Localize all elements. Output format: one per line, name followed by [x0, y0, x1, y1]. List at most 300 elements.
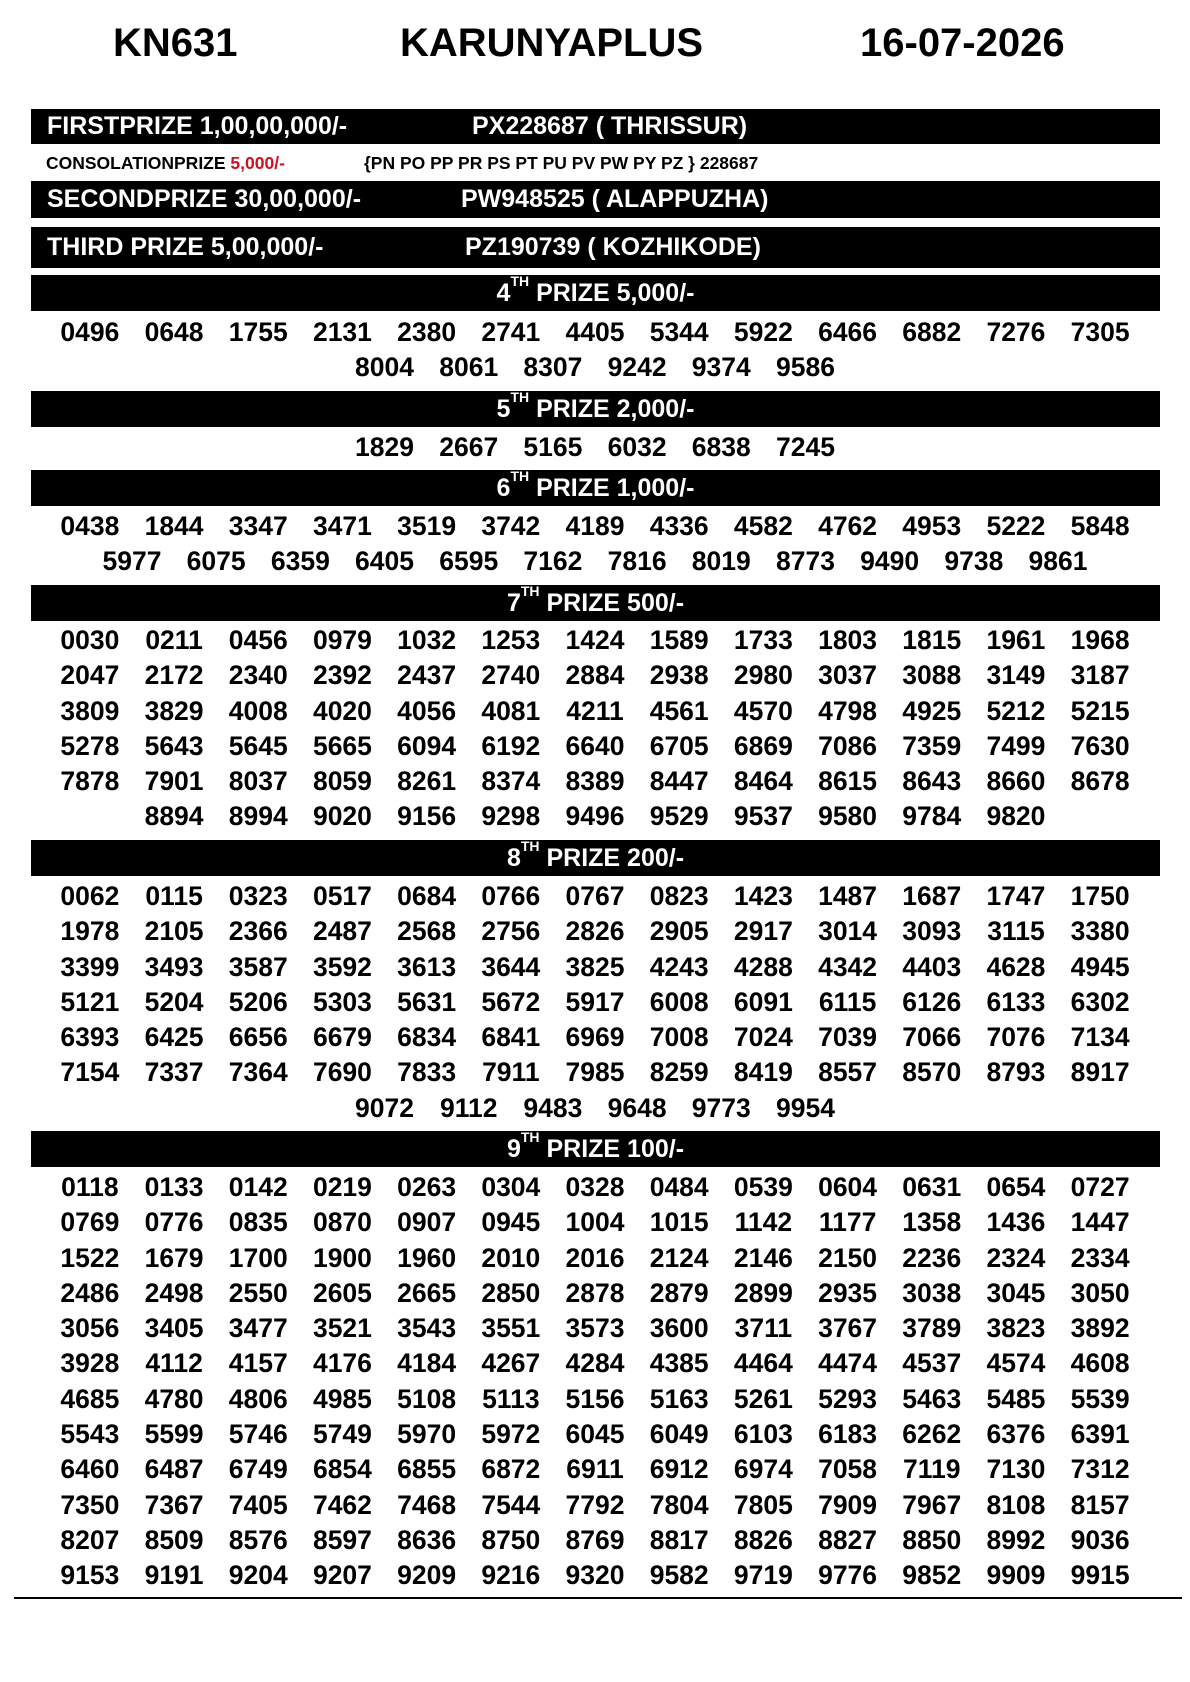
ticket-number: 1844: [144, 511, 204, 541]
number-row: [0, 1523, 1190, 1558]
ticket-number: 1815: [902, 625, 962, 655]
ticket-number: 9820: [986, 801, 1046, 832]
ticket-number: 5108: [397, 1383, 457, 1414]
ticket-number: 4628: [986, 951, 1046, 982]
ticket-number: 8850: [902, 1524, 962, 1555]
ticket-number: 4570: [733, 695, 793, 726]
ticket-number: 1424: [565, 625, 625, 655]
number-row: [0, 879, 1190, 914]
number-row: [0, 914, 1190, 949]
ticket-number: 1487: [818, 881, 878, 911]
ticket-number: 9586: [775, 352, 835, 383]
draw-code: KN631: [113, 21, 238, 65]
ticket-number: 2980: [733, 660, 793, 691]
ticket-number: 8992: [986, 1524, 1046, 1555]
ticket-number: 6405: [355, 546, 414, 577]
ticket-number: 3551: [481, 1313, 541, 1344]
ticket-number: 6359: [270, 546, 330, 577]
ticket-number: 7134: [1070, 1022, 1130, 1053]
ticket-number: 2437: [397, 660, 457, 691]
ticket-number: 9036: [1070, 1524, 1130, 1555]
ticket-number: 6838: [691, 432, 751, 462]
ticket-number: 6974: [733, 1454, 793, 1485]
ticket-number: 2324: [986, 1242, 1046, 1273]
ticket-number: 4925: [902, 695, 962, 726]
ticket-number: 4112: [145, 1348, 203, 1379]
ticket-number: 7245: [775, 432, 835, 462]
ticket-number: 8793: [986, 1057, 1046, 1088]
fourth-prize-numbers: [0, 315, 1190, 386]
ticket-number: 8108: [986, 1489, 1046, 1520]
ticket-number: 5344: [649, 317, 709, 347]
ticket-number: 0604: [818, 1172, 878, 1202]
sixth-prize-suffix: TH: [510, 468, 530, 484]
fifth-prize-numbers: [0, 430, 1190, 465]
ticket-number: 1032: [397, 625, 457, 655]
ticket-number: 6091: [733, 986, 793, 1017]
ticket-number: 2172: [144, 660, 204, 691]
ticket-number: 4189: [565, 511, 625, 541]
ticket-number: 0769: [60, 1207, 120, 1238]
ticket-number: 8374: [481, 766, 541, 797]
ticket-number: 4464: [733, 1348, 793, 1379]
ticket-number: 0211: [145, 625, 203, 655]
ticket-number: 6487: [144, 1454, 204, 1485]
ticket-number: 9719: [733, 1560, 793, 1591]
ticket-number: 5293: [818, 1383, 878, 1414]
ticket-number: 5215: [1070, 695, 1130, 726]
ticket-number: 5643: [144, 730, 204, 761]
number-row: [0, 1020, 1190, 1055]
ticket-number: 2486: [60, 1277, 120, 1308]
ticket-number: 8773: [775, 546, 835, 577]
ticket-number: 2334: [1070, 1242, 1130, 1273]
ticket-number: 9483: [523, 1092, 583, 1123]
ticket-number: 7405: [228, 1489, 288, 1520]
ticket-number: 3573: [565, 1313, 625, 1344]
ticket-number: 6391: [1070, 1419, 1130, 1450]
ticket-number: 6705: [649, 730, 709, 761]
ticket-number: 0304: [481, 1172, 541, 1202]
ticket-number: 3380: [1070, 916, 1130, 947]
ticket-number: 3399: [60, 951, 120, 982]
ticket-number: 6869: [733, 730, 793, 761]
ticket-number: 1589: [649, 625, 709, 655]
ticket-number: 5631: [397, 986, 457, 1017]
ticket-number: 6854: [312, 1454, 372, 1485]
ticket-number: 0263: [397, 1172, 457, 1202]
ticket-number: 4211: [566, 695, 624, 726]
ticket-number: 8259: [649, 1057, 709, 1088]
ticket-number: 5848: [1070, 511, 1130, 541]
ticket-number: 0727: [1070, 1172, 1130, 1202]
ticket-number: 8509: [144, 1524, 204, 1555]
ticket-number: 9529: [649, 801, 709, 832]
ticket-number: 9374: [691, 352, 751, 383]
ticket-number: 7119: [903, 1454, 961, 1485]
ticket-number: 7276: [986, 317, 1046, 347]
ticket-number: 8917: [1070, 1057, 1130, 1088]
third-prize-label: THIRD PRIZE 5,00,000/-: [47, 233, 324, 261]
ticket-number: 4020: [312, 695, 372, 726]
consolation-prize-line: [46, 152, 759, 174]
ticket-number: 1755: [228, 317, 288, 347]
ticket-number: 2380: [397, 317, 457, 347]
ticket-number: 8261: [397, 766, 457, 797]
ticket-number: 3644: [481, 951, 541, 982]
ticket-number: 8464: [733, 766, 793, 797]
ticket-number: 3149: [986, 660, 1046, 691]
ticket-number: 6103: [733, 1419, 793, 1450]
ticket-number: 5204: [144, 986, 204, 1017]
ticket-number: 9490: [860, 546, 920, 577]
ticket-number: 3056: [60, 1313, 120, 1344]
ticket-number: 4582: [733, 511, 793, 541]
ticket-number: 4385: [649, 1348, 709, 1379]
ticket-number: 6834: [397, 1022, 457, 1053]
ninth-prize-ordinal: 9: [506, 1135, 521, 1163]
ticket-number: 4806: [228, 1383, 288, 1414]
ticket-number: 5485: [986, 1383, 1046, 1414]
ticket-number: 9852: [902, 1560, 962, 1591]
ticket-number: 7066: [902, 1022, 962, 1053]
ticket-number: 7690: [312, 1057, 372, 1088]
ticket-number: 7544: [481, 1489, 541, 1520]
fifth-prize-ordinal: 5: [496, 395, 511, 423]
number-row: [0, 950, 1190, 985]
ticket-number: 3115: [987, 916, 1045, 947]
ticket-number: 6049: [649, 1419, 709, 1450]
ticket-number: 2150: [818, 1242, 878, 1273]
ticket-number: 6393: [60, 1022, 120, 1053]
ticket-number: 0835: [228, 1207, 288, 1238]
ticket-number: 2741: [481, 317, 541, 347]
sixth-prize-ordinal: 6: [496, 474, 511, 502]
ticket-number: 0456: [228, 625, 288, 655]
ticket-number: 4985: [312, 1383, 372, 1414]
ticket-number: 9909: [986, 1560, 1046, 1591]
ticket-number: 1423: [733, 881, 793, 911]
sixth-prize-label: PRIZE 1,000/-: [536, 474, 695, 502]
ticket-number: 8615: [818, 766, 878, 797]
ticket-number: 9209: [397, 1560, 457, 1591]
number-row: [0, 799, 1190, 834]
number-row: [0, 1091, 1190, 1126]
fifth-prize-bar: [31, 391, 1160, 427]
ticket-number: 6882: [902, 317, 962, 347]
ticket-number: 2105: [144, 916, 204, 947]
ticket-number: 3892: [1070, 1313, 1130, 1344]
number-row: [0, 1055, 1190, 1090]
ticket-number: 4537: [902, 1348, 962, 1379]
number-row: [0, 764, 1190, 799]
ticket-number: 2665: [397, 1277, 457, 1308]
ticket-number: 1447: [1070, 1207, 1130, 1238]
ticket-number: 6912: [649, 1454, 709, 1485]
ticket-number: 4056: [397, 695, 457, 726]
ticket-number: 3600: [649, 1313, 709, 1344]
ticket-number: 0631: [902, 1172, 962, 1202]
ticket-number: 9207: [312, 1560, 372, 1591]
ticket-number: 9915: [1070, 1560, 1130, 1591]
ticket-number: 8827: [818, 1524, 878, 1555]
ticket-number: 5645: [228, 730, 288, 761]
ticket-number: 2498: [144, 1277, 204, 1308]
number-row: [0, 1558, 1190, 1593]
ticket-number: 7039: [818, 1022, 878, 1053]
ticket-number: 5212: [986, 695, 1046, 726]
number-row: [0, 509, 1190, 544]
ticket-number: 4608: [1070, 1348, 1130, 1379]
ticket-number: 1253: [481, 625, 541, 655]
ticket-number: 7630: [1070, 730, 1130, 761]
ticket-number: 8826: [733, 1524, 793, 1555]
ticket-number: 5121: [60, 986, 120, 1017]
ticket-number: 5665: [312, 730, 372, 761]
eighth-prize-label: PRIZE 200/-: [546, 844, 685, 872]
ticket-number: 7911: [482, 1057, 540, 1088]
ticket-number: 7805: [733, 1489, 793, 1520]
ticket-number: 2899: [733, 1277, 793, 1308]
ticket-number: 0776: [144, 1207, 204, 1238]
ticket-number: 1679: [144, 1242, 204, 1273]
ticket-number: 8769: [565, 1524, 625, 1555]
ticket-number: 5970: [397, 1419, 457, 1450]
ticket-number: 0766: [481, 881, 541, 911]
ticket-number: 3592: [312, 951, 372, 982]
ticket-number: 4336: [649, 511, 709, 541]
ticket-number: 5303: [312, 986, 372, 1017]
second-prize-winner: PW948525 ( ALAPPUZHA): [461, 185, 769, 213]
ticket-number: 0684: [397, 881, 457, 911]
ticket-number: 4945: [1070, 951, 1130, 982]
ticket-number: 3405: [144, 1313, 204, 1344]
ticket-number: 1747: [986, 881, 1046, 911]
ticket-number: 7364: [228, 1057, 288, 1088]
ticket-number: 7076: [986, 1022, 1046, 1053]
ticket-number: 5599: [144, 1419, 204, 1450]
ticket-number: 0062: [60, 881, 120, 911]
ticket-number: 8157: [1070, 1489, 1130, 1520]
ticket-number: 2826: [565, 916, 625, 947]
ticket-number: 9298: [481, 801, 541, 832]
ticket-number: 6094: [397, 730, 457, 761]
number-row: [0, 658, 1190, 693]
ticket-number: 8643: [902, 766, 962, 797]
ticket-number: 4243: [649, 951, 709, 982]
ticket-number: 4762: [818, 511, 878, 541]
ticket-number: 0115: [145, 881, 203, 911]
ticket-number: 7305: [1070, 317, 1130, 347]
ticket-number: 2605: [312, 1277, 372, 1308]
consolation-label: CONSOLATIONPRIZE: [46, 153, 226, 173]
ticket-number: 2010: [481, 1242, 541, 1273]
first-prize-winner: PX228687 ( THRISSUR): [472, 112, 748, 140]
ticket-number: 0907: [397, 1207, 457, 1238]
ticket-number: 6008: [649, 986, 709, 1017]
ticket-number: 6133: [986, 986, 1046, 1017]
ticket-number: 0979: [312, 625, 372, 655]
ticket-number: 2568: [397, 916, 457, 947]
ticket-number: 6872: [481, 1454, 541, 1485]
ticket-number: 4008: [228, 695, 288, 726]
ticket-number: 8994: [228, 801, 288, 832]
ticket-number: 5917: [565, 986, 625, 1017]
ticket-number: 9242: [607, 352, 667, 383]
ticket-number: 9112: [439, 1092, 498, 1123]
ticket-number: 9954: [775, 1092, 835, 1123]
ticket-number: 3038: [902, 1277, 962, 1308]
ticket-number: 7462: [312, 1489, 372, 1520]
ticket-number: 6911: [566, 1454, 624, 1485]
ticket-number: 1900: [312, 1242, 372, 1273]
ticket-number: 3825: [565, 951, 625, 982]
ticket-number: 3521: [312, 1313, 372, 1344]
ticket-number: 7878: [60, 766, 120, 797]
ticket-number: 3347: [228, 511, 288, 541]
ticket-number: 9156: [397, 801, 457, 832]
ticket-number: 2905: [649, 916, 709, 947]
ticket-number: 6376: [986, 1419, 1046, 1450]
ticket-number: 3587: [228, 951, 288, 982]
ticket-number: 9784: [902, 801, 962, 832]
ticket-number: 9738: [944, 546, 1004, 577]
number-row: [0, 1276, 1190, 1311]
number-row: [0, 315, 1190, 350]
lottery-name: KARUNYAPLUS: [400, 21, 704, 65]
ticket-number: 0030: [60, 625, 120, 655]
ticket-number: 5156: [565, 1383, 625, 1414]
ticket-number: 9582: [649, 1560, 709, 1591]
fourth-prize-label: PRIZE 5,000/-: [536, 279, 695, 307]
ticket-number: 8061: [439, 352, 499, 383]
ticket-number: 6045: [565, 1419, 625, 1450]
ticket-number: 1733: [733, 625, 793, 655]
seventh-prize-suffix: TH: [520, 583, 540, 599]
ticket-number: 7804: [649, 1489, 709, 1520]
ticket-number: 7792: [565, 1489, 625, 1520]
result-header: [0, 18, 1190, 68]
ticket-number: 2756: [481, 916, 541, 947]
ticket-number: 6075: [186, 546, 246, 577]
ticket-number: 2550: [228, 1277, 288, 1308]
ticket-number: 8678: [1070, 766, 1130, 797]
second-prize-bar: [31, 181, 1160, 218]
ticket-number: 0870: [312, 1207, 372, 1238]
ticket-number: 3613: [397, 951, 457, 982]
ticket-number: 8817: [649, 1524, 709, 1555]
third-prize-bar: [31, 227, 1160, 268]
ticket-number: 9072: [355, 1092, 414, 1123]
fifth-prize-suffix: TH: [510, 389, 530, 405]
ticket-number: 6192: [481, 730, 541, 761]
ticket-number: 4403: [902, 951, 962, 982]
ticket-number: 7499: [986, 730, 1046, 761]
ticket-number: 9537: [733, 801, 793, 832]
ticket-number: 4184: [397, 1348, 457, 1379]
ticket-number: 4288: [733, 951, 793, 982]
ninth-prize-bar: [31, 1131, 1160, 1167]
ticket-number: 5261: [733, 1383, 793, 1414]
ticket-number: 2884: [565, 660, 625, 691]
ticket-number: 8557: [818, 1057, 878, 1088]
ticket-number: 4685: [60, 1383, 120, 1414]
ticket-number: 3493: [144, 951, 204, 982]
eighth-prize-suffix: TH: [520, 838, 540, 854]
ticket-number: 4284: [565, 1348, 625, 1379]
ticket-number: 2935: [818, 1277, 878, 1308]
eighth-prize-numbers: [0, 879, 1190, 1126]
ticket-number: 3711: [734, 1313, 793, 1344]
ticket-number: 1829: [355, 432, 414, 462]
ticket-number: 5163: [649, 1383, 709, 1414]
ticket-number: 0767: [565, 881, 625, 911]
ticket-number: 3789: [902, 1313, 962, 1344]
ticket-number: 0133: [144, 1172, 204, 1202]
ticket-number: 0219: [312, 1172, 372, 1202]
ticket-number: 5278: [60, 730, 120, 761]
ticket-number: 4157: [228, 1348, 288, 1379]
number-row: [0, 544, 1190, 579]
ticket-number: 7337: [144, 1057, 204, 1088]
ticket-number: 2016: [565, 1242, 625, 1273]
ticket-number: 5922: [733, 317, 793, 347]
ticket-number: 7024: [733, 1022, 793, 1053]
third-prize-winner: PZ190739 ( KOZHIKODE): [465, 233, 761, 261]
ticket-number: 2340: [228, 660, 288, 691]
ticket-number: 6466: [818, 317, 878, 347]
ticket-number: 4780: [144, 1383, 204, 1414]
ticket-number: 7312: [1070, 1454, 1130, 1485]
ticket-number: 3037: [818, 660, 878, 691]
ticket-number: 2879: [649, 1277, 709, 1308]
ticket-number: 1750: [1070, 881, 1130, 911]
ticket-number: 8636: [397, 1524, 457, 1555]
ninth-prize-label: PRIZE 100/-: [546, 1135, 685, 1163]
ticket-number: 2917: [733, 916, 793, 947]
first-prize-label: FIRSTPRIZE 1,00,00,000/-: [47, 112, 348, 140]
sixth-prize-numbers: [0, 509, 1190, 580]
ticket-number: 6841: [481, 1022, 541, 1053]
ticket-number: 1803: [818, 625, 878, 655]
ticket-number: 4953: [902, 511, 962, 541]
ticket-number: 7367: [144, 1489, 204, 1520]
ticket-number: 6969: [565, 1022, 625, 1053]
ticket-number: 9191: [144, 1560, 204, 1591]
ticket-number: 8004: [355, 352, 414, 383]
ticket-number: 0517: [312, 881, 372, 911]
ticket-number: 0654: [986, 1172, 1046, 1202]
ticket-number: 9776: [818, 1560, 878, 1591]
ticket-number: 4267: [481, 1348, 541, 1379]
ticket-number: 1961: [986, 625, 1046, 655]
ticket-number: 4081: [481, 695, 541, 726]
ticket-number: 4342: [818, 951, 878, 982]
second-prize-label: SECONDPRIZE 30,00,000/-: [47, 185, 362, 213]
ticket-number: 0438: [60, 511, 120, 541]
ticket-number: 7086: [818, 730, 878, 761]
number-row: [0, 1170, 1190, 1205]
draw-date: 16-07-2026: [860, 21, 1065, 65]
ticket-number: 3519: [397, 511, 457, 541]
ticket-number: 1142: [734, 1207, 793, 1238]
ticket-number: 6656: [228, 1022, 288, 1053]
ticket-number: 9216: [481, 1560, 541, 1591]
ticket-number: 6032: [607, 432, 667, 462]
ticket-number: 7967: [902, 1489, 962, 1520]
ticket-number: 5113: [482, 1383, 540, 1414]
ticket-number: 8750: [481, 1524, 541, 1555]
